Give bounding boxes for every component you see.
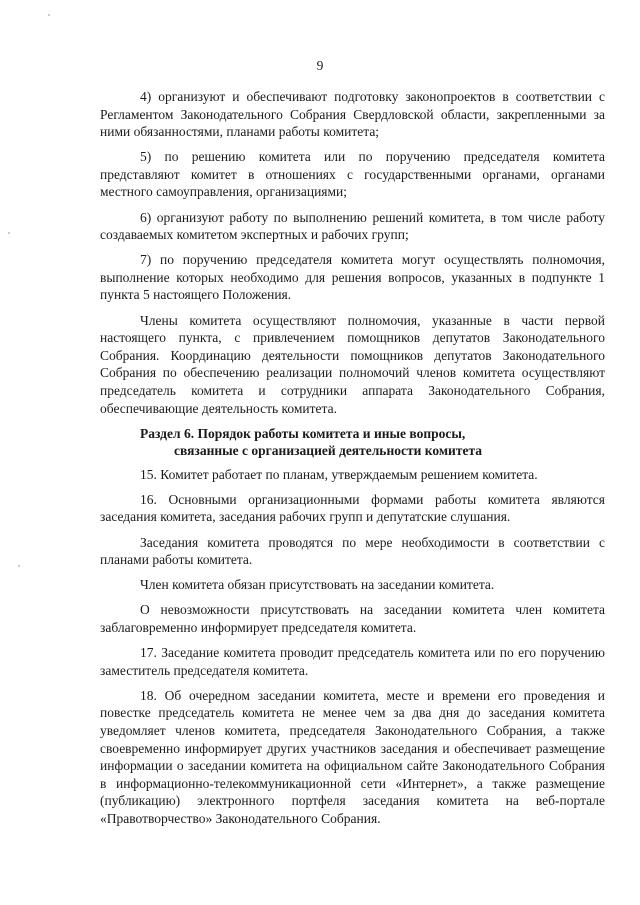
list-item: 5) по решению комитета или по поручению председателя комитета представляют комитет в отношениях с государственными органами, органами местного самоуправления, организациями;: [100, 149, 605, 200]
paragraph: О невозможности присутствовать на заседании комитета член комитета заблаговременно информирует председателя комитета.: [100, 602, 605, 635]
scan-speck: [18, 565, 20, 567]
section-heading-line2: связанные с организацией деятельности комитета: [174, 443, 482, 459]
section-heading-line1: Раздел 6. Порядок работы комитета и иные вопросы,: [140, 425, 466, 441]
section-heading: [100, 425, 605, 460]
page-number: 9: [316, 58, 324, 73]
scan-speck: [48, 14, 50, 16]
document-body: [100, 88, 605, 835]
paragraph: 15. Комитет работает по планам, утверждаемым решением комитета.: [140, 466, 538, 482]
list-item: 6) организуют работу по выполнению решений комитета, в том числе работу создаваемых комитетом экспертных и рабочих групп;: [100, 209, 605, 243]
paragraph: Заседания комитета проводятся по мере необходимости в соответствии с планами работы комитета.: [100, 534, 605, 568]
paragraph: 18. Об очередном заседании комитета, месте и времени его проведения и повестке председатель комитета не менее чем за два дня до заседания комитета уведомляет членов комитета, председателя Законодательного Собрания, а также своевременно информирует других участников заседания и обеспечивает размещение информации о заседании комитета на официальном сайте Законодательного Собрания в информационно-телекоммуникационной сети «Интернет», а также размещение (публикацию) электронного портфеля заседания комитета на веб-портале «Правотворчество» Законодательного Собрания.: [100, 687, 605, 826]
paragraph: 16. Основными организационными формами работы комитета являются заседания комитета, заседания рабочих групп и депутатские слушания.: [100, 491, 605, 525]
paragraph: Члены комитета осуществляют полномочия, указанные в части первой настоящего пункта, с привлечением помощников депутатов Законодательного Собрания. Координацию деятельности помощников депутатов Законодательного Собрания по обеспечению реализации полномочий членов комитета осуществляют председатель комитета и сотрудники аппарата Законодательного Собрания, обеспечивающие деятельность комитета.: [100, 312, 605, 416]
scan-speck: [8, 232, 10, 234]
paragraph: Член комитета обязан присутствовать на заседании комитета.: [140, 577, 495, 593]
list-item: 4) организуют и обеспечивают подготовку законопроектов в соответствии с Регламентом Законодательного Собрания Свердловской области, закрепленными за ними обязанностями, планами работы комитета;: [100, 89, 605, 140]
list-item: 7) по поручению председателя комитета могут осуществлять полномочия, выполнение которых необходимо для решения вопросов, указанных в подпункте 1 пункта 5 настоящего Положения.: [100, 252, 605, 303]
paragraph: 17. Заседание комитета проводит председатель комитета или по его поручению заместитель председателя комитета.: [100, 645, 605, 678]
